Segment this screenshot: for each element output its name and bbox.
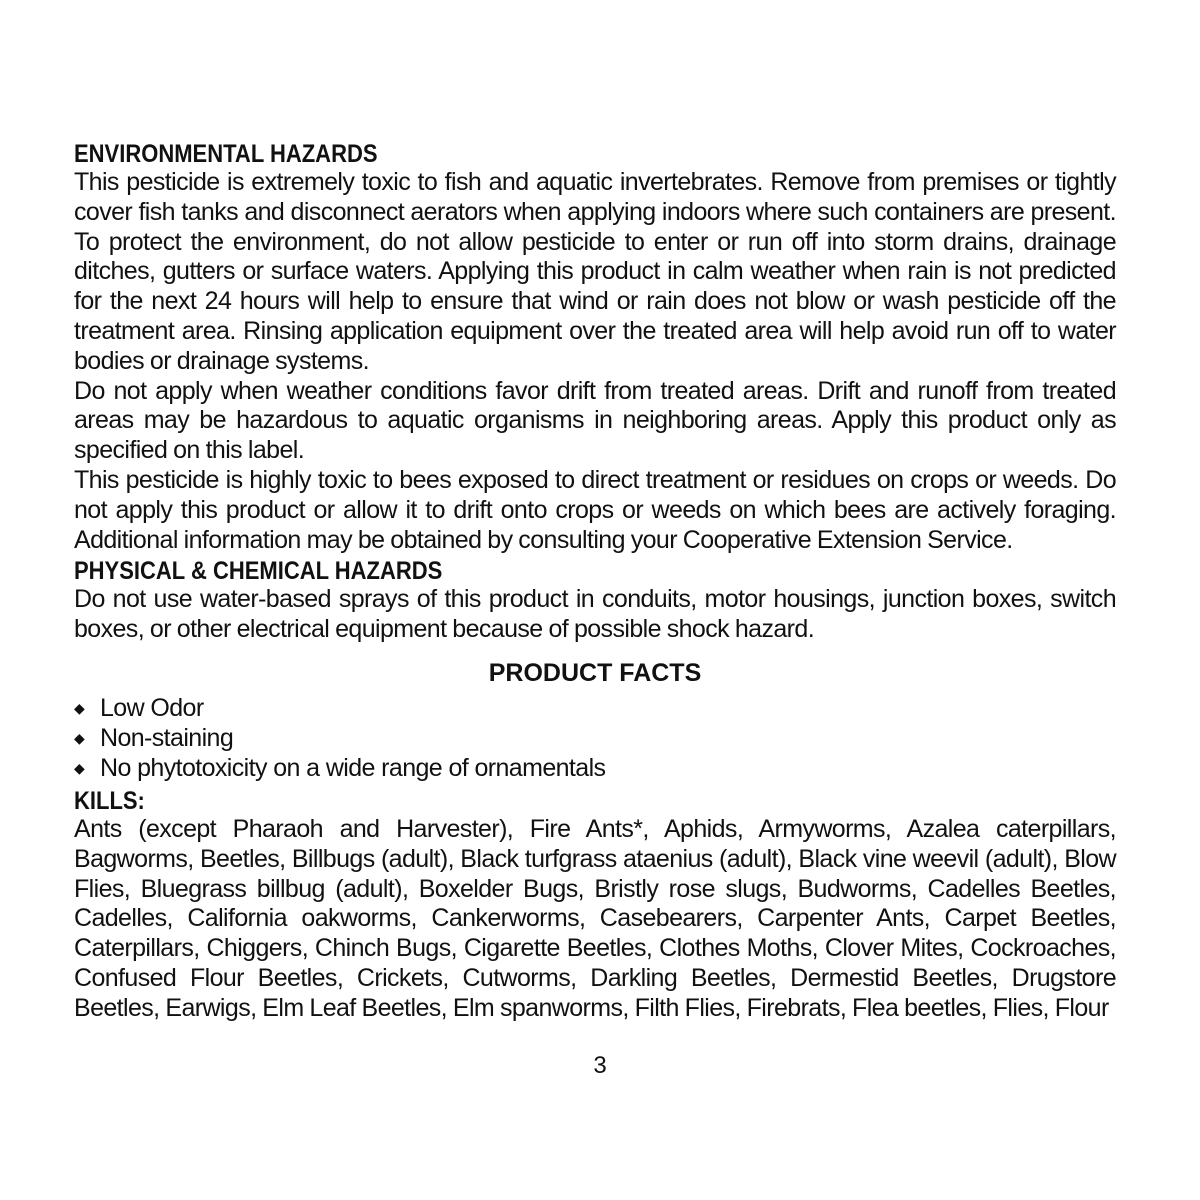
physical-chemical-hazards-heading: PHYSICAL & CHEMICAL HAZARDS xyxy=(74,557,443,586)
product-fact-item xyxy=(74,723,1116,753)
diamond-bullet-icon: ◆ xyxy=(74,729,85,746)
product-fact-item xyxy=(74,693,1116,723)
environmental-paragraph-1: This pesticide is extremely toxic to fish and aquatic invertebrates. Remove from premises or tightly cover fish tanks and disconnect aerators when applying indoors where such containers are present. To protect the environment, do not allow pesticide to enter or run off into storm drains, drainage ditches, gutters or surface waters. Applying this product in calm weather when rain is not predicted for the next 24 hours will help to ensure that wind or rain does not blow or wash pesticide off the treatment area. Rinsing application equipment over the treated area will help avoid run off to water bodies or drainage systems. xyxy=(74,168,1116,375)
label-page xyxy=(74,140,1116,1024)
product-fact-text: Non-staining xyxy=(100,723,234,752)
product-fact-item xyxy=(74,753,1116,783)
diamond-bullet-icon: ◆ xyxy=(74,699,85,716)
page-number: 3 xyxy=(593,1052,607,1079)
kills-paragraph: Ants (except Pharaoh and Harvester), Fire Ants*, Aphids, Armyworms, Azalea caterpillars, Bagworms, Beetles, Billbugs (adult), Black turfgrass ataenius (adult), Black vine weevil (adult), Blow Flies, Bluegrass billbug (adult), Boxelder Bugs, Bristly rose slugs, Budworms, Cadelles Beetles, Cadelles, California oakworms, Cankerworms, Casebearers, Carpenter Ants, Carpet Beetles, Caterpillars, Chiggers, Chinch Bugs, Cigarette Beetles, Clothes Moths, Clover Mites, Cockroaches, Confused Flour Beetles, Crickets, Cutworms, Darkling Beetles, Dermestid Beetles, Drugstore Beetles, Earwigs, Elm Leaf Beetles, Elm spanworms, Filth Flies, Firebrats, Flea beetles, Flies, Flour xyxy=(74,814,1116,1022)
environmental-hazards-heading: ENVIRONMENTAL HAZARDS xyxy=(74,140,378,168)
product-facts-list xyxy=(74,693,1116,783)
environmental-paragraph-3: This pesticide is highly toxic to bees exposed to direct treatment or residues on crops or weeds. Do not apply this product or allow it to drift onto crops or weeds on which bees are actively foraging. Additional information may be obtained by consulting your Cooperative Extension Service. xyxy=(74,465,1116,554)
product-facts-heading: PRODUCT FACTS xyxy=(488,658,702,687)
environmental-paragraph-2: Do not apply when weather conditions favor drift from treated areas. Drift and runoff from treated areas may be hazardous to aquatic organisms in neighboring areas. Apply this product only as specified on this label. xyxy=(74,376,1116,465)
product-fact-text: Low Odor xyxy=(100,693,204,722)
diamond-bullet-icon: ◆ xyxy=(74,759,85,776)
product-fact-text: No phytotoxicity on a wide range of ornamentals xyxy=(100,753,606,782)
physical-hazards-paragraph: Do not use water-based sprays of this product in conduits, motor housings, junction boxes, switch boxes, or other electrical equipment because of possible shock hazard. xyxy=(74,585,1116,644)
kills-heading: KILLS: xyxy=(74,786,145,815)
